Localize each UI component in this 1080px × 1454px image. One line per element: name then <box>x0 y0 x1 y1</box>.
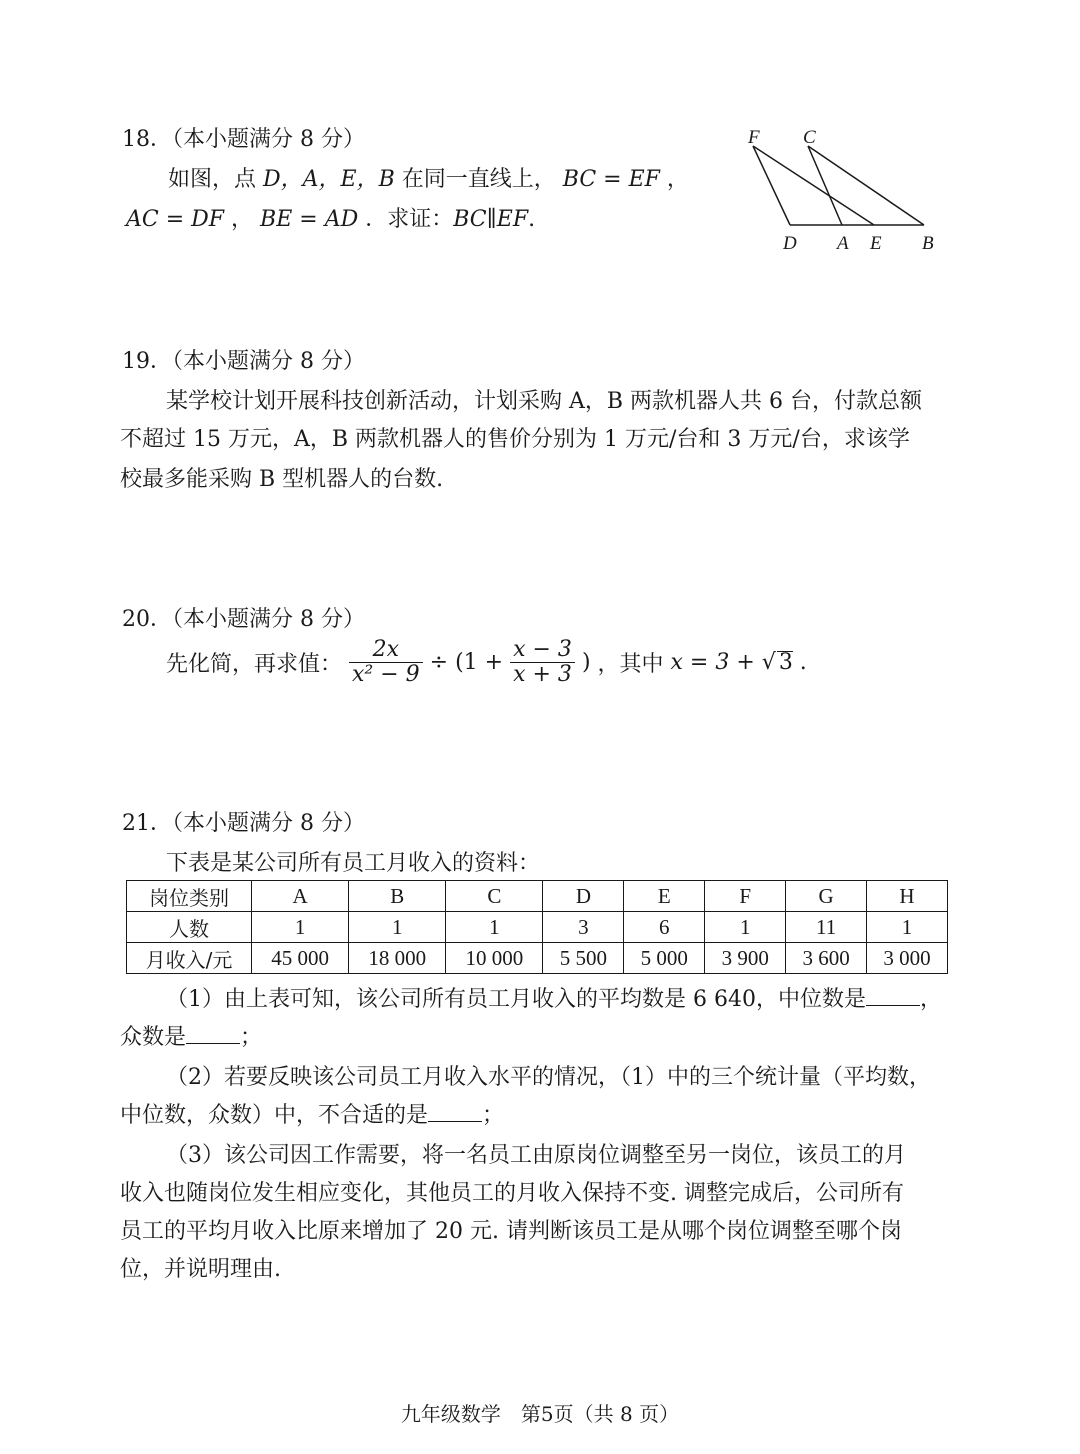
income-table <box>126 880 948 974</box>
q20-frac2-denominator: x + 3 <box>513 662 572 687</box>
table-cell: 18 000 <box>349 943 446 974</box>
answer-blank-mode[interactable] <box>186 1023 240 1044</box>
q20-prefix: 先化简，再求值： <box>166 652 343 677</box>
q18-heading: 18．（本小题满分 8 分） <box>122 127 365 152</box>
q18-text: ．求证： <box>358 207 454 232</box>
q18-line1 <box>168 162 689 193</box>
q19-heading: 19．（本小题满分 8 分） <box>122 349 365 374</box>
label-B: B <box>922 233 934 254</box>
table-cell: 1 <box>705 912 786 943</box>
table-cell: 3 <box>543 912 624 943</box>
q20-frac1-numerator: 2x <box>349 638 423 663</box>
q21-part1-line2 <box>120 1020 262 1051</box>
q18-eq: BE = AD <box>260 207 359 232</box>
q18-text: ， <box>224 207 261 232</box>
table-cell: A <box>252 881 349 912</box>
q18-line2 <box>126 202 535 233</box>
q18-text: 在同一直线上， <box>394 167 563 192</box>
q20-fraction-1 <box>349 638 423 687</box>
q20-x-value: x = 3 + <box>670 650 762 675</box>
q20-heading: 20．（本小题满分 8 分） <box>122 607 365 632</box>
table-cell: H <box>867 881 948 912</box>
q21-text: 众数是 <box>120 1025 187 1050</box>
label-E: E <box>870 233 882 254</box>
answer-blank-median[interactable] <box>866 985 920 1006</box>
q20-sqrt-value: 3 <box>778 650 793 675</box>
answer-blank-unsuitable[interactable] <box>428 1101 482 1122</box>
q20-div: ÷ (1 + <box>429 650 511 675</box>
table-row <box>127 881 948 912</box>
q18-conclusion: BC∥EF <box>453 207 529 232</box>
table-cell: 5 500 <box>543 943 624 974</box>
sqrt-symbol: √ <box>761 650 776 675</box>
row-header: 月收入/元 <box>127 943 252 974</box>
q20-mid: ，其中 <box>597 652 671 677</box>
row-header: 岗位类别 <box>127 881 252 912</box>
table-cell: 1 <box>252 912 349 943</box>
table-cell: 5 000 <box>624 943 705 974</box>
page-footer: 九年级数学 第5页（共 8 页） <box>400 1402 680 1426</box>
q21-text: ； <box>240 1025 263 1050</box>
q21-part3-line3: 员工的平均月收入比原来增加了 20 元. 请判断该员工是从哪个岗位调整至哪个岗 <box>120 1219 902 1244</box>
q21-text: ， <box>919 987 942 1012</box>
label-C: C <box>803 127 816 148</box>
table-cell: 6 <box>624 912 705 943</box>
q21-part1-line1 <box>166 982 942 1013</box>
table-cell: B <box>349 881 446 912</box>
q21-part2-line1: （2）若要反映该公司员工月收入水平的情况，（1）中的三个统计量（平均数， <box>166 1065 931 1090</box>
table-cell: 45 000 <box>252 943 349 974</box>
table-cell: 3 000 <box>867 943 948 974</box>
label-D: D <box>783 233 797 254</box>
q18-eq: AC = DF <box>126 207 225 232</box>
q19-line1: 某学校计划开展科技创新活动，计划采购 A，B 两款机器人共 6 台，付款总额 <box>166 389 923 414</box>
q18-geometry-figure <box>738 124 948 259</box>
q19-line2: 不超过 15 万元，A，B 两款机器人的售价分别为 1 万元/台和 3 万元/台，求该学 <box>120 427 910 452</box>
table-cell: 3 900 <box>705 943 786 974</box>
q20-close: ) <box>581 650 591 675</box>
table-cell: 3 600 <box>786 943 867 974</box>
table-cell: F <box>705 881 786 912</box>
q20-end: . <box>792 650 807 675</box>
table-cell: E <box>624 881 705 912</box>
table-cell: 11 <box>786 912 867 943</box>
q21-text: 中位数，众数）中，不合适的是 <box>120 1103 429 1128</box>
table-cell: 10 000 <box>446 943 543 974</box>
q21-text: （1）由上表可知，该公司所有员工月收入的平均数是 6 640，中位数是 <box>166 987 866 1012</box>
table-cell: D <box>543 881 624 912</box>
table-row <box>127 912 948 943</box>
table-cell: 1 <box>867 912 948 943</box>
table-cell: 1 <box>446 912 543 943</box>
q19-line3: 校最多能采购 B 型机器人的台数. <box>120 467 444 492</box>
q21-part3-line4: 位，并说明理由. <box>120 1257 281 1282</box>
row-header: 人数 <box>127 912 252 943</box>
q21-text: ； <box>482 1103 505 1128</box>
q21-part2-line2 <box>120 1098 504 1129</box>
q20-frac2-numerator: x − 3 <box>510 638 575 663</box>
table-row <box>127 943 948 974</box>
q21-heading: 21．（本小题满分 8 分） <box>122 811 365 836</box>
table-cell: C <box>446 881 543 912</box>
q20-fraction-2 <box>510 638 575 687</box>
label-A: A <box>837 233 849 254</box>
table-cell: G <box>786 881 867 912</box>
q18-text: . <box>528 207 536 232</box>
q21-part3-line1: （3）该公司因工作需要，将一名员工由原岗位调整至另一岗位，该员工的月 <box>166 1143 906 1168</box>
q20-frac1-denominator: x² − 9 <box>352 662 420 687</box>
q20-expression <box>166 638 807 687</box>
q18-eq: BC = EF <box>562 167 660 192</box>
q21-part3-line2: 收入也随岗位发生相应变化，其他员工的月收入保持不变. 调整完成后，公司所有 <box>120 1181 904 1206</box>
label-F: F <box>748 127 760 148</box>
table-cell: 1 <box>349 912 446 943</box>
q18-points: D，A，E，B <box>263 167 395 192</box>
q18-text: 如图，点 <box>168 167 263 192</box>
q21-intro: 下表是某公司所有员工月收入的资料： <box>166 851 541 876</box>
q18-text: ， <box>659 167 689 192</box>
